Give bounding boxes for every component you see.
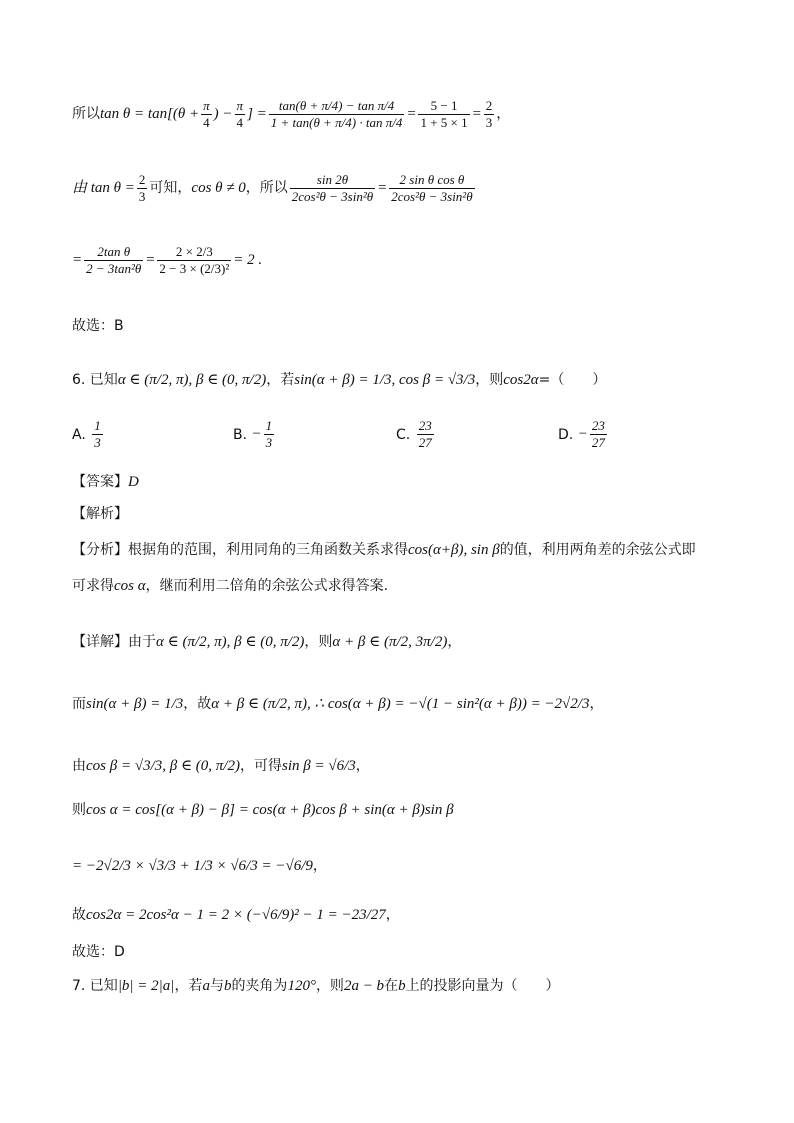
choice-c[interactable]: C. $\frac{23}{27}$: [396, 418, 432, 450]
detail-line-3: 由 cos β = √3/3, β ∈ (0, π/2) ，可得 sin β = √6/3 ，: [72, 758, 370, 774]
detail-line-1: 【详解】 由于 α ∈ (π/2, π), β ∈ (0, π/2) ，则 α + β ∈ (π/2, 3π/2) ，: [72, 634, 462, 650]
solution-line-2: 由 tan θ = $\frac{2}{3}$ 可知， cos θ ≠ 0 ，所以 $\frac{\sin 2\theta}{\text{2cos²θ − 3sin²θ}}$ = $\frac{\text{2 sin θ cos θ}}{\text{2cos²θ − 3sin²θ}}$: [72, 171, 473, 204]
big-fraction: $\frac{\text{tan(θ + π/4) − tan π/4}}{\text{1 + tan(θ + π/4) · tan π/4}}$: [270, 97, 403, 130]
tan-expression: tan θ = tan[(θ +: [100, 106, 200, 122]
choice-b[interactable]: B. − $\frac{1}{3}$: [233, 418, 273, 450]
choice-d[interactable]: D. − $\frac{23}{27}$: [558, 418, 605, 450]
question-6: 6. 已知 α ∈ (π/2, π), β ∈ (0, π/2) ，若 sin(α + β) = 1/3, cos β = √3/3 ，则 cos2α =（ ）: [72, 372, 607, 388]
solution-line-3: = $\frac{\text{2tan θ}}{\text{2 − 3tan²θ}}$ = $\frac{2 \times 2/3}{\text{2 − 3 × (2/3)²}}$ = 2 .: [72, 243, 263, 276]
detail-line-2: 而 sin(α + β) = 1/3 ，故 α + β ∈ (π/2, π), ∴ cos(α + β) = −√(1 − sin²(α + β)) = −2√2/3 ，: [72, 696, 604, 712]
answer-choice-line-2: 故选：D: [72, 944, 125, 960]
detail-line-6: 故 cos2α = 2cos²α − 1 = 2 × (−√6/9)² − 1 = −23/27 ，: [72, 907, 400, 923]
fenxi-line-1: 【分析】 根据角的范围，利用同角的三角函数关系求得 cos(α+β), sin β 的值，利用两角差的余弦公式即: [72, 542, 696, 558]
solution-line-1: 所以 tan θ = tan[(θ + $\frac{\pi}{4}$ ) − $\frac{\pi}{4}$ ] = $\frac{\text{tan(θ + π/4) − tan π/4}}{\text{1 + tan(θ + π/4) · tan π/4}}$ = $\frac{5 - 1}{1 + 5 \times 1}$ = $\frac{2}{3}$ ，: [72, 97, 511, 130]
answer-line: 【答案】 D: [72, 474, 139, 490]
choice-a[interactable]: A. $\frac{1}{3}$: [72, 418, 101, 450]
fraction-pi-over-4: $\frac{\pi}{4}$: [203, 97, 210, 130]
detail-line-5: = −2√2/3 × √3/3 + 1/3 × √6/3 = −√6/9 ，: [72, 858, 327, 874]
fenxi-line-2: 可求得 cos α ，继而利用二倍角的余弦公式求得答案.: [72, 578, 389, 594]
analysis-heading: 【解析】: [72, 506, 128, 522]
question-7: 7. 已知 |b| = 2|a| ，若 a 与 b 的夹角为 120° ，则 2a − b 在 b 上的投影向量为（ ）: [72, 978, 560, 994]
answer-choice-line: 故选：B: [72, 318, 124, 334]
detail-line-4: 则 cos α = cos[(α + β) − β] = cos(α + β)cos β + sin(α + β)sin β: [72, 802, 454, 818]
